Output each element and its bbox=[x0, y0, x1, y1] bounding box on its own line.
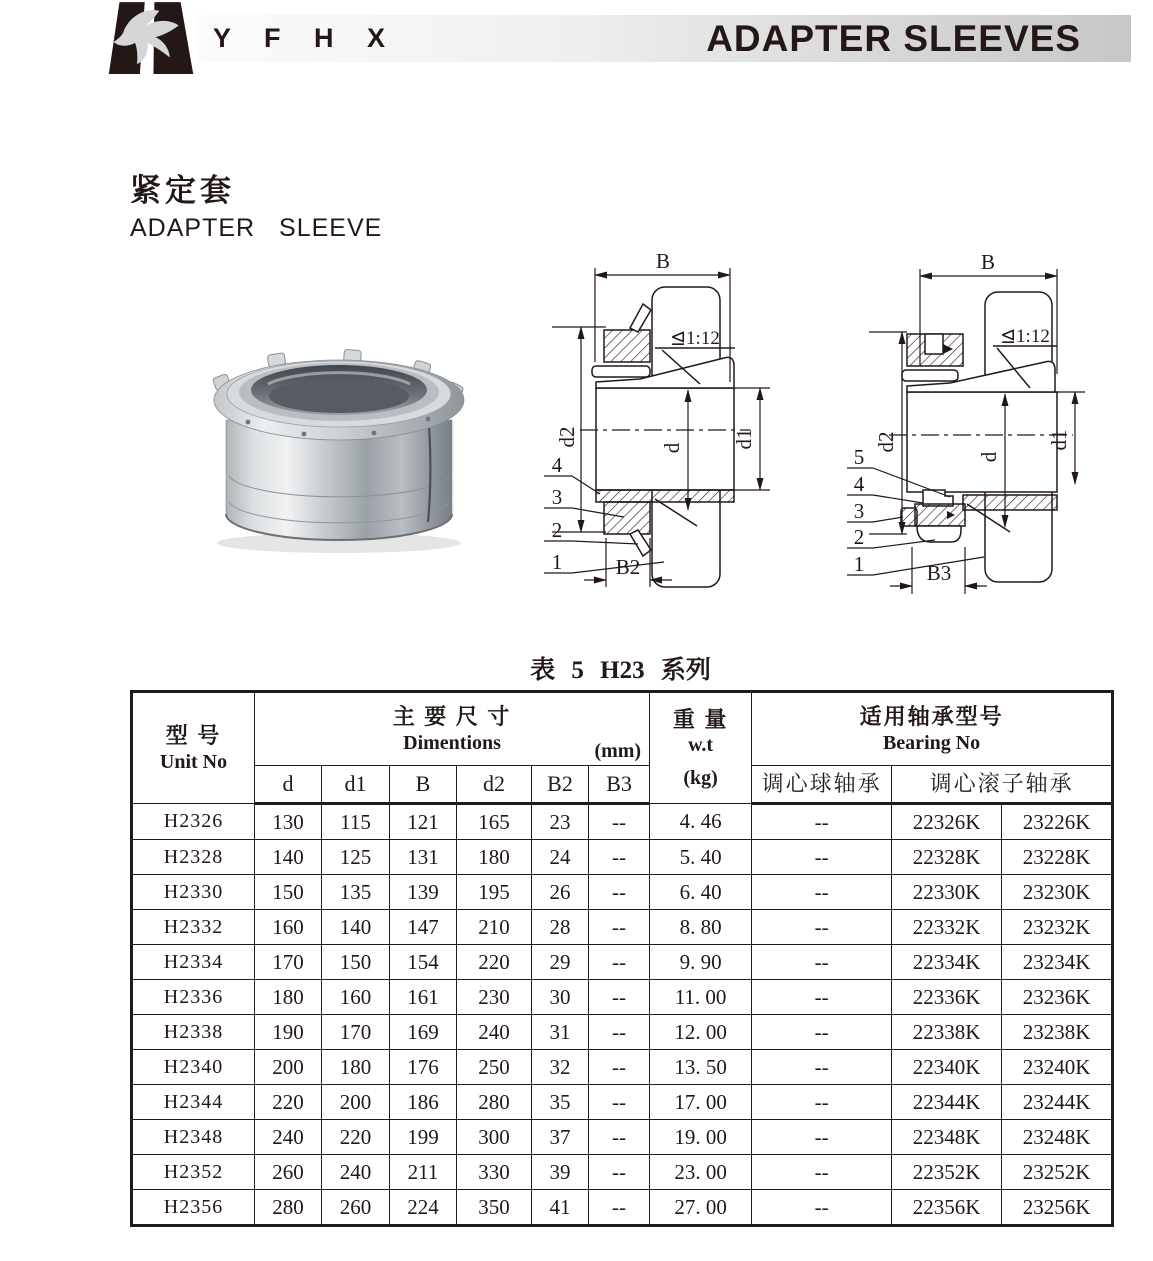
table-cell: -- bbox=[589, 1085, 650, 1120]
header-bar bbox=[197, 15, 1131, 62]
callout-3: 3 bbox=[551, 485, 563, 509]
table-cell: H2336 bbox=[132, 980, 255, 1015]
table-cell: 260 bbox=[322, 1190, 390, 1226]
table-row bbox=[132, 910, 1113, 945]
dim-label-d: d bbox=[660, 442, 684, 454]
table-row bbox=[132, 980, 1113, 1015]
callout-1: 1 bbox=[551, 550, 563, 574]
col-header-d2: d2 bbox=[457, 766, 532, 804]
table-cell: H2344 bbox=[132, 1085, 255, 1120]
table-cell: 30 bbox=[532, 980, 589, 1015]
table-cell: 9. 90 bbox=[650, 945, 752, 980]
table-cell: -- bbox=[589, 1050, 650, 1085]
table-cell: 4. 46 bbox=[650, 804, 752, 840]
table-cell: 300 bbox=[457, 1120, 532, 1155]
table-cell: 5. 40 bbox=[650, 840, 752, 875]
table-cell: 17. 00 bbox=[650, 1085, 752, 1120]
table-cell: 23230K bbox=[1002, 875, 1113, 910]
table-cell: H2326 bbox=[132, 804, 255, 840]
table-cell: 22334K bbox=[892, 945, 1002, 980]
table-cell: H2340 bbox=[132, 1050, 255, 1085]
table-cell: 22340K bbox=[892, 1050, 1002, 1085]
table-row bbox=[132, 1190, 1113, 1226]
dim-label-d1: d1 bbox=[1047, 429, 1071, 451]
table-cell: -- bbox=[589, 875, 650, 910]
table-cell: -- bbox=[589, 840, 650, 875]
table-row bbox=[132, 1155, 1113, 1190]
table-cell: -- bbox=[589, 980, 650, 1015]
table-cell: 140 bbox=[255, 840, 322, 875]
table-cell: 350 bbox=[457, 1190, 532, 1226]
col-header-dimensions: 主 要 尺 寸 Dimentions (mm) bbox=[255, 692, 650, 766]
col-header-roller-bearing: 调心滚子轴承 bbox=[892, 766, 1113, 804]
table-cell: 23226K bbox=[1002, 804, 1113, 840]
table-cell: -- bbox=[752, 980, 892, 1015]
table-row bbox=[132, 1120, 1113, 1155]
table-cell: 180 bbox=[322, 1050, 390, 1085]
product-photo bbox=[196, 318, 482, 556]
table-cell: -- bbox=[589, 1190, 650, 1226]
table-cell: 19. 00 bbox=[650, 1120, 752, 1155]
col-header-d: d bbox=[255, 766, 322, 804]
table-cell: -- bbox=[752, 1155, 892, 1190]
table-cell: 199 bbox=[390, 1120, 457, 1155]
technical-drawing-right bbox=[845, 242, 1153, 600]
col-header-B2: B2 bbox=[532, 766, 589, 804]
table-cell: 28 bbox=[532, 910, 589, 945]
logo-text: Y F H X bbox=[213, 23, 399, 53]
table-cell: 125 bbox=[322, 840, 390, 875]
table-cell: -- bbox=[589, 910, 650, 945]
col-header-bearing-no: 适用轴承型号 Bearing No bbox=[752, 692, 1113, 766]
table-cell: 22338K bbox=[892, 1015, 1002, 1050]
callout-5: 5 bbox=[853, 445, 865, 469]
table-cell: 195 bbox=[457, 875, 532, 910]
dim-label-B2: B2 bbox=[615, 555, 641, 579]
table-cell: -- bbox=[752, 910, 892, 945]
table-cell: -- bbox=[752, 804, 892, 840]
table-cell: -- bbox=[752, 1190, 892, 1226]
col-header-weight: 重 量 w.t (kg) bbox=[650, 692, 752, 804]
col-header-unit-no: 型 号 Unit No bbox=[132, 692, 255, 804]
col-header-ball-bearing: 调心球轴承 bbox=[752, 766, 892, 804]
table-cell: 23234K bbox=[1002, 945, 1113, 980]
table-cell: 23244K bbox=[1002, 1085, 1113, 1120]
table-cell: 135 bbox=[322, 875, 390, 910]
table-cell: 6. 40 bbox=[650, 875, 752, 910]
company-logo-icon bbox=[103, 0, 200, 80]
table-row bbox=[132, 840, 1113, 875]
dim-label-B: B bbox=[655, 249, 671, 273]
table-cell: 130 bbox=[255, 804, 322, 840]
dim-label-d1: d1 bbox=[732, 428, 756, 450]
table-cell: 23248K bbox=[1002, 1120, 1113, 1155]
table-cell: H2348 bbox=[132, 1120, 255, 1155]
callout-3: 3 bbox=[853, 499, 865, 523]
table-cell: 41 bbox=[532, 1190, 589, 1226]
table-cell: H2334 bbox=[132, 945, 255, 980]
table-cell: 22332K bbox=[892, 910, 1002, 945]
table-cell: 22326K bbox=[892, 804, 1002, 840]
table-cell: 26 bbox=[532, 875, 589, 910]
table-cell: 22336K bbox=[892, 980, 1002, 1015]
table-cell: 200 bbox=[255, 1050, 322, 1085]
table-cell: 12. 00 bbox=[650, 1015, 752, 1050]
spec-table bbox=[130, 690, 1114, 1227]
table-cell: 169 bbox=[390, 1015, 457, 1050]
table-cell: 22348K bbox=[892, 1120, 1002, 1155]
callout-2: 2 bbox=[551, 518, 563, 542]
table-cell: -- bbox=[589, 945, 650, 980]
table-cell: 37 bbox=[532, 1120, 589, 1155]
table-cell: 210 bbox=[457, 910, 532, 945]
page-title: ADAPTER SLEEVES bbox=[706, 17, 1081, 59]
table-cell: 32 bbox=[532, 1050, 589, 1085]
table-cell: H2352 bbox=[132, 1155, 255, 1190]
table-cell: 22352K bbox=[892, 1155, 1002, 1190]
col-header-B3: B3 bbox=[589, 766, 650, 804]
table-cell: 180 bbox=[457, 840, 532, 875]
table-cell: H2338 bbox=[132, 1015, 255, 1050]
table-cell: 190 bbox=[255, 1015, 322, 1050]
table-cell: 23236K bbox=[1002, 980, 1113, 1015]
table-body bbox=[132, 804, 1113, 1226]
table-cell: -- bbox=[752, 875, 892, 910]
table-cell: 23. 00 bbox=[650, 1155, 752, 1190]
table-cell: -- bbox=[752, 840, 892, 875]
table-cell: 22344K bbox=[892, 1085, 1002, 1120]
table-cell: 240 bbox=[255, 1120, 322, 1155]
table-cell: 8. 80 bbox=[650, 910, 752, 945]
table-cell: -- bbox=[589, 804, 650, 840]
dimensions-unit: (mm) bbox=[594, 740, 642, 762]
table-cell: -- bbox=[589, 1015, 650, 1050]
table-cell: 13. 50 bbox=[650, 1050, 752, 1085]
table-cell: H2356 bbox=[132, 1190, 255, 1226]
table-cell: 22328K bbox=[892, 840, 1002, 875]
col-header-B: B bbox=[390, 766, 457, 804]
table-cell: 23 bbox=[532, 804, 589, 840]
table-cell: 115 bbox=[322, 804, 390, 840]
table-row bbox=[132, 804, 1113, 840]
table-cell: 121 bbox=[390, 804, 457, 840]
table-cell: 35 bbox=[532, 1085, 589, 1120]
table-cell: 29 bbox=[532, 945, 589, 980]
table-cell: 160 bbox=[322, 980, 390, 1015]
table-cell: 280 bbox=[255, 1190, 322, 1226]
table-cell: 150 bbox=[322, 945, 390, 980]
callout-4: 4 bbox=[551, 453, 563, 477]
table-cell: -- bbox=[752, 1050, 892, 1085]
table-cell: 22330K bbox=[892, 875, 1002, 910]
col-header-d1: d1 bbox=[322, 766, 390, 804]
table-cell: 150 bbox=[255, 875, 322, 910]
table-cell: -- bbox=[589, 1120, 650, 1155]
table-cell: 154 bbox=[390, 945, 457, 980]
taper-label: ⊴1:12 bbox=[670, 328, 720, 349]
table-cell: 220 bbox=[322, 1120, 390, 1155]
table-cell: H2332 bbox=[132, 910, 255, 945]
table-cell: 211 bbox=[390, 1155, 457, 1190]
table-cell: 165 bbox=[457, 804, 532, 840]
table-title: 表 5 H23 系列 bbox=[530, 657, 711, 684]
table-cell: 260 bbox=[255, 1155, 322, 1190]
table-cell: 161 bbox=[390, 980, 457, 1015]
dim-label-B3: B3 bbox=[926, 561, 952, 585]
table-cell: 200 bbox=[322, 1085, 390, 1120]
table-cell: 23238K bbox=[1002, 1015, 1113, 1050]
table-cell: 220 bbox=[255, 1085, 322, 1120]
table-row bbox=[132, 875, 1113, 910]
table-cell: 220 bbox=[457, 945, 532, 980]
dim-label-d: d bbox=[977, 451, 1001, 463]
table-row bbox=[132, 1050, 1113, 1085]
table-cell: 250 bbox=[457, 1050, 532, 1085]
table-cell: 139 bbox=[390, 875, 457, 910]
table-cell: 31 bbox=[532, 1015, 589, 1050]
taper-label: ⊴1:12 bbox=[1000, 326, 1050, 347]
table-cell: 186 bbox=[390, 1085, 457, 1120]
table-cell: 140 bbox=[322, 910, 390, 945]
table-row bbox=[132, 945, 1113, 980]
table-cell: 23232K bbox=[1002, 910, 1113, 945]
table-cell: -- bbox=[752, 1085, 892, 1120]
table-cell: 147 bbox=[390, 910, 457, 945]
table-cell: -- bbox=[752, 1015, 892, 1050]
section-title-en: ADAPTER SLEEVE bbox=[130, 214, 383, 243]
table-cell: 240 bbox=[322, 1155, 390, 1190]
table-cell: 131 bbox=[390, 840, 457, 875]
callout-2: 2 bbox=[853, 525, 865, 549]
table-cell: 160 bbox=[255, 910, 322, 945]
table-cell: -- bbox=[752, 1120, 892, 1155]
table-cell: 24 bbox=[532, 840, 589, 875]
table-cell: 170 bbox=[255, 945, 322, 980]
table-cell: -- bbox=[752, 945, 892, 980]
table-cell: 39 bbox=[532, 1155, 589, 1190]
callout-1: 1 bbox=[853, 552, 865, 576]
table-cell: 11. 00 bbox=[650, 980, 752, 1015]
technical-drawing-left bbox=[532, 242, 862, 600]
table-cell: 23256K bbox=[1002, 1190, 1113, 1226]
table-cell: 23240K bbox=[1002, 1050, 1113, 1085]
dim-label-d2: d2 bbox=[874, 431, 898, 453]
table-cell: 170 bbox=[322, 1015, 390, 1050]
table-cell: 23228K bbox=[1002, 840, 1113, 875]
table-cell: 22356K bbox=[892, 1190, 1002, 1226]
table-cell: 180 bbox=[255, 980, 322, 1015]
table-cell: 23252K bbox=[1002, 1155, 1113, 1190]
table-cell: 230 bbox=[457, 980, 532, 1015]
section-title-zh: 紧定套 bbox=[130, 173, 235, 208]
table-cell: 176 bbox=[390, 1050, 457, 1085]
sleeve-bore bbox=[251, 365, 427, 415]
table-cell: 224 bbox=[390, 1190, 457, 1226]
table-cell: 240 bbox=[457, 1015, 532, 1050]
dim-label-B: B bbox=[980, 250, 996, 274]
table-cell: 280 bbox=[457, 1085, 532, 1120]
section-intro bbox=[130, 172, 382, 243]
table-cell: H2330 bbox=[132, 875, 255, 910]
table-cell: 330 bbox=[457, 1155, 532, 1190]
table-cell: -- bbox=[589, 1155, 650, 1190]
table-row bbox=[132, 1015, 1113, 1050]
table-row bbox=[132, 1085, 1113, 1120]
table-cell: H2328 bbox=[132, 840, 255, 875]
dim-label-d2: d2 bbox=[555, 426, 579, 448]
callout-4: 4 bbox=[853, 472, 865, 496]
table-cell: 27. 00 bbox=[650, 1190, 752, 1226]
